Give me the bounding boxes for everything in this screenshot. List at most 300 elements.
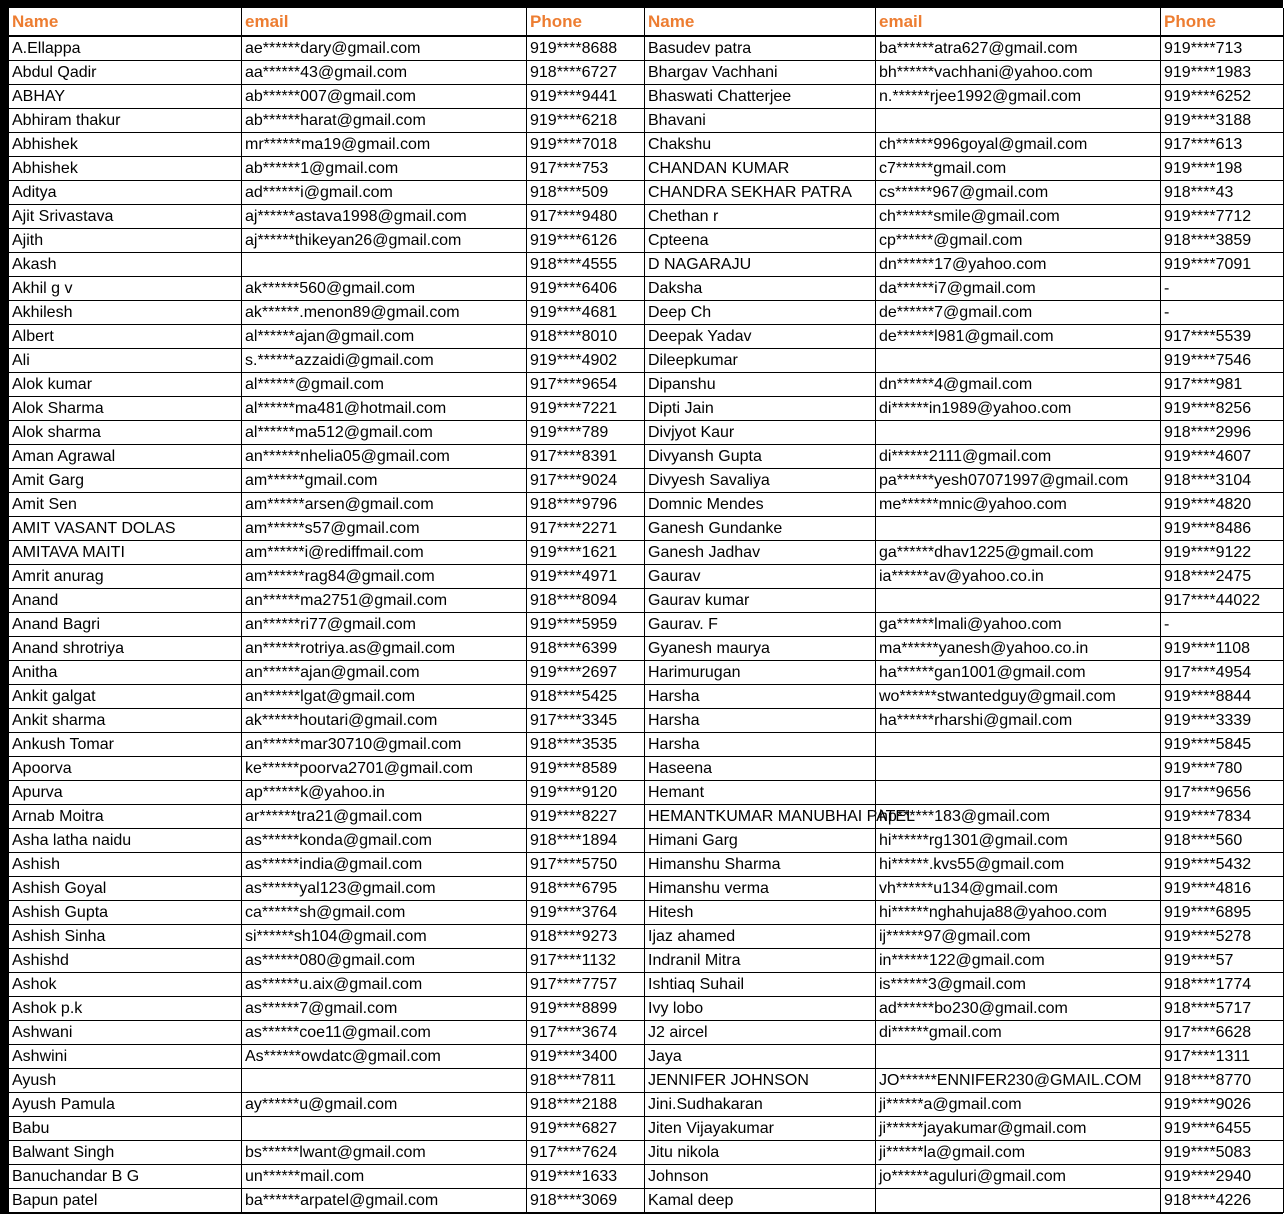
phone-cell[interactable]: 918****3859	[1161, 229, 1284, 253]
name-cell[interactable]: Ijaz ahamed	[645, 925, 876, 949]
phone-cell[interactable]: 919****4971	[527, 565, 645, 589]
name-cell[interactable]: Domnic Mendes	[645, 493, 876, 517]
name-cell[interactable]: Akash	[9, 253, 242, 277]
phone-cell[interactable]: 919****2940	[1161, 1165, 1284, 1189]
name-cell[interactable]: Himani Garg	[645, 829, 876, 853]
email-cell[interactable]: di******gmail.com	[876, 1021, 1161, 1045]
name-cell[interactable]: Ashwani	[9, 1021, 242, 1045]
email-cell[interactable]	[242, 1117, 527, 1141]
phone-cell[interactable]: 919****8486	[1161, 517, 1284, 541]
phone-cell[interactable]: 919****1108	[1161, 637, 1284, 661]
phone-cell[interactable]: 919****5959	[527, 613, 645, 637]
email-cell[interactable]: cp******@gmail.com	[876, 229, 1161, 253]
header-email-1[interactable]: email	[242, 8, 527, 36]
name-cell[interactable]: ABHAY	[9, 85, 242, 109]
name-cell[interactable]: Ashish	[9, 853, 242, 877]
email-cell[interactable]: ad******i@gmail.com	[242, 181, 527, 205]
email-cell[interactable]: ke******poorva2701@gmail.com	[242, 757, 527, 781]
email-cell[interactable]: ga******lmali@yahoo.com	[876, 613, 1161, 637]
phone-cell[interactable]: 919****6218	[527, 109, 645, 133]
name-cell[interactable]: CHANDAN KUMAR	[645, 157, 876, 181]
email-cell[interactable]: am******i@rediffmail.com	[242, 541, 527, 565]
email-cell[interactable]: ha******gan1001@gmail.com	[876, 661, 1161, 685]
phone-cell[interactable]: 919****8688	[527, 36, 645, 61]
phone-cell[interactable]: 917****7624	[527, 1141, 645, 1165]
email-cell[interactable]: an******ri77@gmail.com	[242, 613, 527, 637]
phone-cell[interactable]: 919****4607	[1161, 445, 1284, 469]
phone-cell[interactable]: 919****198	[1161, 157, 1284, 181]
name-cell[interactable]: Ganesh Gundanke	[645, 517, 876, 541]
phone-cell[interactable]: 919****4820	[1161, 493, 1284, 517]
email-cell[interactable]: am******gmail.com	[242, 469, 527, 493]
name-cell[interactable]: Jiten Vijayakumar	[645, 1117, 876, 1141]
email-cell[interactable]: as******u.aix@gmail.com	[242, 973, 527, 997]
name-cell[interactable]: Ashish Sinha	[9, 925, 242, 949]
phone-cell[interactable]: -	[1161, 613, 1284, 637]
name-cell[interactable]: Johnson	[645, 1165, 876, 1189]
phone-cell[interactable]: 918****5425	[527, 685, 645, 709]
phone-cell[interactable]: 919****3764	[527, 901, 645, 925]
phone-cell[interactable]: 919****6827	[527, 1117, 645, 1141]
name-cell[interactable]: Ashok	[9, 973, 242, 997]
phone-cell[interactable]: 919****9441	[527, 85, 645, 109]
email-cell[interactable]: aa******43@gmail.com	[242, 61, 527, 85]
phone-cell[interactable]: 918****2996	[1161, 421, 1284, 445]
phone-cell[interactable]: 917****6628	[1161, 1021, 1284, 1045]
phone-cell[interactable]: 918****8010	[527, 325, 645, 349]
name-cell[interactable]: Gaurav kumar	[645, 589, 876, 613]
phone-cell[interactable]: 919****1633	[527, 1165, 645, 1189]
phone-cell[interactable]: 917****2271	[527, 517, 645, 541]
email-cell[interactable]: c7******gmail.com	[876, 157, 1161, 181]
name-cell[interactable]: Deep Ch	[645, 301, 876, 325]
name-cell[interactable]: Himanshu Sharma	[645, 853, 876, 877]
phone-cell[interactable]: -	[1161, 301, 1284, 325]
name-cell[interactable]: Kamal deep	[645, 1189, 876, 1213]
phone-cell[interactable]: 918****4226	[1161, 1189, 1284, 1213]
phone-cell[interactable]: 919****1621	[527, 541, 645, 565]
phone-cell[interactable]: 917****5539	[1161, 325, 1284, 349]
phone-cell[interactable]: 917****5750	[527, 853, 645, 877]
email-cell[interactable]: as******india@gmail.com	[242, 853, 527, 877]
name-cell[interactable]: AMIT VASANT DOLAS	[9, 517, 242, 541]
phone-cell[interactable]: 919****3339	[1161, 709, 1284, 733]
header-name-2[interactable]: Name	[645, 8, 876, 36]
phone-cell[interactable]: 918****3069	[527, 1189, 645, 1213]
name-cell[interactable]: Jaya	[645, 1045, 876, 1069]
phone-cell[interactable]: 917****44022	[1161, 589, 1284, 613]
name-cell[interactable]: Alok kumar	[9, 373, 242, 397]
name-cell[interactable]: Ankush Tomar	[9, 733, 242, 757]
email-cell[interactable]	[876, 109, 1161, 133]
phone-cell[interactable]: -	[1161, 277, 1284, 301]
name-cell[interactable]: Bapun patel	[9, 1189, 242, 1213]
header-phone-1[interactable]: Phone	[527, 8, 645, 36]
name-cell[interactable]: Divyansh Gupta	[645, 445, 876, 469]
phone-cell[interactable]: 919****7221	[527, 397, 645, 421]
name-cell[interactable]: Ali	[9, 349, 242, 373]
name-cell[interactable]: Gaurav	[645, 565, 876, 589]
name-cell[interactable]: Jitu nikola	[645, 1141, 876, 1165]
email-cell[interactable]	[876, 757, 1161, 781]
email-cell[interactable]: an******nhelia05@gmail.com	[242, 445, 527, 469]
phone-cell[interactable]: 918****1894	[527, 829, 645, 853]
phone-cell[interactable]: 918****8770	[1161, 1069, 1284, 1093]
phone-cell[interactable]: 919****7546	[1161, 349, 1284, 373]
phone-cell[interactable]: 917****3345	[527, 709, 645, 733]
email-cell[interactable]	[876, 349, 1161, 373]
name-cell[interactable]: Ayush	[9, 1069, 242, 1093]
email-cell[interactable]: JO******ENNIFER230@GMAIL.COM	[876, 1069, 1161, 1093]
phone-cell[interactable]: 918****3104	[1161, 469, 1284, 493]
email-cell[interactable]: ak******560@gmail.com	[242, 277, 527, 301]
email-cell[interactable]: ab******harat@gmail.com	[242, 109, 527, 133]
email-cell[interactable]: hi******rg1301@gmail.com	[876, 829, 1161, 853]
name-cell[interactable]: Akhil g v	[9, 277, 242, 301]
email-cell[interactable]: me******mnic@yahoo.com	[876, 493, 1161, 517]
email-cell[interactable]: n.******rjee1992@gmail.com	[876, 85, 1161, 109]
name-cell[interactable]: Abhishek	[9, 133, 242, 157]
name-cell[interactable]: Amrit anurag	[9, 565, 242, 589]
name-cell[interactable]: Indranil Mitra	[645, 949, 876, 973]
email-cell[interactable]	[876, 1045, 1161, 1069]
phone-cell[interactable]: 919****3188	[1161, 109, 1284, 133]
phone-cell[interactable]: 917****4954	[1161, 661, 1284, 685]
name-cell[interactable]: Abhiram thakur	[9, 109, 242, 133]
phone-cell[interactable]: 917****1132	[527, 949, 645, 973]
name-cell[interactable]: Cpteena	[645, 229, 876, 253]
name-cell[interactable]: AMITAVA MAITI	[9, 541, 242, 565]
name-cell[interactable]: Bhaswati Chatterjee	[645, 85, 876, 109]
email-cell[interactable]: ch******smile@gmail.com	[876, 205, 1161, 229]
name-cell[interactable]: Alok sharma	[9, 421, 242, 445]
email-cell[interactable]: ak******.menon89@gmail.com	[242, 301, 527, 325]
name-cell[interactable]: Daksha	[645, 277, 876, 301]
email-cell[interactable]: ha******rharshi@gmail.com	[876, 709, 1161, 733]
phone-cell[interactable]: 917****981	[1161, 373, 1284, 397]
phone-cell[interactable]: 918****2188	[527, 1093, 645, 1117]
phone-cell[interactable]: 919****4816	[1161, 877, 1284, 901]
email-cell[interactable]: ma******yanesh@yahoo.co.in	[876, 637, 1161, 661]
name-cell[interactable]: HEMANTKUMAR MANUBHAI PATEL	[645, 805, 876, 829]
name-cell[interactable]: Haseena	[645, 757, 876, 781]
email-cell[interactable]	[876, 517, 1161, 541]
email-cell[interactable]: ak******houtari@gmail.com	[242, 709, 527, 733]
name-cell[interactable]: CHANDRA SEKHAR PATRA	[645, 181, 876, 205]
phone-cell[interactable]: 919****780	[1161, 757, 1284, 781]
name-cell[interactable]: Harimurugan	[645, 661, 876, 685]
email-cell[interactable]: an******lgat@gmail.com	[242, 685, 527, 709]
name-cell[interactable]: Basudev patra	[645, 36, 876, 61]
phone-cell[interactable]: 917****9656	[1161, 781, 1284, 805]
name-cell[interactable]: Bhavani	[645, 109, 876, 133]
email-cell[interactable]: hi******.kvs55@gmail.com	[876, 853, 1161, 877]
phone-cell[interactable]: 918****9796	[527, 493, 645, 517]
email-cell[interactable]: al******@gmail.com	[242, 373, 527, 397]
phone-cell[interactable]: 917****9024	[527, 469, 645, 493]
email-cell[interactable]: dn******4@gmail.com	[876, 373, 1161, 397]
email-cell[interactable]: ab******007@gmail.com	[242, 85, 527, 109]
name-cell[interactable]: Ajit Srivastava	[9, 205, 242, 229]
name-cell[interactable]: Alok Sharma	[9, 397, 242, 421]
phone-cell[interactable]: 919****1983	[1161, 61, 1284, 85]
email-cell[interactable]: am******arsen@gmail.com	[242, 493, 527, 517]
email-cell[interactable]: ch******996goyal@gmail.com	[876, 133, 1161, 157]
email-cell[interactable]	[876, 1189, 1161, 1213]
email-cell[interactable]: bs******lwant@gmail.com	[242, 1141, 527, 1165]
email-cell[interactable]: pa******yesh07071997@gmail.com	[876, 469, 1161, 493]
email-cell[interactable]: de******7@gmail.com	[876, 301, 1161, 325]
name-cell[interactable]: Bhargav Vachhani	[645, 61, 876, 85]
email-cell[interactable]	[876, 733, 1161, 757]
name-cell[interactable]: Akhilesh	[9, 301, 242, 325]
phone-cell[interactable]: 917****3674	[527, 1021, 645, 1045]
email-cell[interactable]: un******mail.com	[242, 1165, 527, 1189]
phone-cell[interactable]: 919****4902	[527, 349, 645, 373]
email-cell[interactable]: ga******dhav1225@gmail.com	[876, 541, 1161, 565]
email-cell[interactable]: ar******tra21@gmail.com	[242, 805, 527, 829]
name-cell[interactable]: Divyesh Savaliya	[645, 469, 876, 493]
name-cell[interactable]: Apoorva	[9, 757, 242, 781]
phone-cell[interactable]: 917****8391	[527, 445, 645, 469]
header-phone-2[interactable]: Phone	[1161, 8, 1284, 36]
name-cell[interactable]: Ganesh Jadhav	[645, 541, 876, 565]
phone-cell[interactable]: 917****7757	[527, 973, 645, 997]
phone-cell[interactable]: 918****6727	[527, 61, 645, 85]
name-cell[interactable]: JENNIFER JOHNSON	[645, 1069, 876, 1093]
name-cell[interactable]: Ankit galgat	[9, 685, 242, 709]
email-cell[interactable]: as******080@gmail.com	[242, 949, 527, 973]
name-cell[interactable]: Ishtiaq Suhail	[645, 973, 876, 997]
email-cell[interactable]: dn******17@yahoo.com	[876, 253, 1161, 277]
phone-cell[interactable]: 919****713	[1161, 36, 1284, 61]
phone-cell[interactable]: 918****2475	[1161, 565, 1284, 589]
email-cell[interactable]: aj******thikeyan26@gmail.com	[242, 229, 527, 253]
email-cell[interactable]: jo******aguluri@gmail.com	[876, 1165, 1161, 1189]
name-cell[interactable]: Dipti Jain	[645, 397, 876, 421]
name-cell[interactable]: Himanshu verma	[645, 877, 876, 901]
name-cell[interactable]: Divjyot Kaur	[645, 421, 876, 445]
header-email-2[interactable]: email	[876, 8, 1161, 36]
email-cell[interactable]: si******sh104@gmail.com	[242, 925, 527, 949]
name-cell[interactable]: Ashwini	[9, 1045, 242, 1069]
name-cell[interactable]: Harsha	[645, 685, 876, 709]
email-cell[interactable]: bh******vachhani@yahoo.com	[876, 61, 1161, 85]
name-cell[interactable]: Ashishd	[9, 949, 242, 973]
name-cell[interactable]: Apurva	[9, 781, 242, 805]
name-cell[interactable]: Ankit sharma	[9, 709, 242, 733]
name-cell[interactable]: Balwant Singh	[9, 1141, 242, 1165]
email-cell[interactable]: mr******ma19@gmail.com	[242, 133, 527, 157]
email-cell[interactable]: As******owdatc@gmail.com	[242, 1045, 527, 1069]
phone-cell[interactable]: 917****9654	[527, 373, 645, 397]
phone-cell[interactable]: 919****5432	[1161, 853, 1284, 877]
email-cell[interactable]: an******ma2751@gmail.com	[242, 589, 527, 613]
phone-cell[interactable]: 919****6252	[1161, 85, 1284, 109]
name-cell[interactable]: Banuchandar B G	[9, 1165, 242, 1189]
phone-cell[interactable]: 918****4555	[527, 253, 645, 277]
name-cell[interactable]: Hemant	[645, 781, 876, 805]
email-cell[interactable]: an******rotriya.as@gmail.com	[242, 637, 527, 661]
name-cell[interactable]: Amit Garg	[9, 469, 242, 493]
phone-cell[interactable]: 918****6399	[527, 637, 645, 661]
name-cell[interactable]: Harsha	[645, 709, 876, 733]
email-cell[interactable]: ad******bo230@gmail.com	[876, 997, 1161, 1021]
name-cell[interactable]: Anand Bagri	[9, 613, 242, 637]
name-cell[interactable]: Dipanshu	[645, 373, 876, 397]
phone-cell[interactable]: 918****43	[1161, 181, 1284, 205]
email-cell[interactable]: ab******1@gmail.com	[242, 157, 527, 181]
email-cell[interactable]: ca******sh@gmail.com	[242, 901, 527, 925]
email-cell[interactable]: ap******k@yahoo.in	[242, 781, 527, 805]
name-cell[interactable]: Ashish Goyal	[9, 877, 242, 901]
email-cell[interactable]: ba******atra627@gmail.com	[876, 36, 1161, 61]
email-cell[interactable]	[876, 421, 1161, 445]
name-cell[interactable]: Abdul Qadir	[9, 61, 242, 85]
name-cell[interactable]: Deepak Yadav	[645, 325, 876, 349]
phone-cell[interactable]: 919****3400	[527, 1045, 645, 1069]
email-cell[interactable]: al******ma481@hotmail.com	[242, 397, 527, 421]
phone-cell[interactable]: 919****7712	[1161, 205, 1284, 229]
email-cell[interactable]: hp******183@gmail.com	[876, 805, 1161, 829]
phone-cell[interactable]: 918****1774	[1161, 973, 1284, 997]
email-cell[interactable]: aj******astava1998@gmail.com	[242, 205, 527, 229]
phone-cell[interactable]: 917****613	[1161, 133, 1284, 157]
email-cell[interactable]: s.******azzaidi@gmail.com	[242, 349, 527, 373]
phone-cell[interactable]: 919****4681	[527, 301, 645, 325]
phone-cell[interactable]: 919****6126	[527, 229, 645, 253]
name-cell[interactable]: Albert	[9, 325, 242, 349]
email-cell[interactable]: in******122@gmail.com	[876, 949, 1161, 973]
email-cell[interactable]: de******l981@gmail.com	[876, 325, 1161, 349]
phone-cell[interactable]: 918****509	[527, 181, 645, 205]
phone-cell[interactable]: 918****9273	[527, 925, 645, 949]
email-cell[interactable]: cs******967@gmail.com	[876, 181, 1161, 205]
name-cell[interactable]: A.Ellappa	[9, 36, 242, 61]
phone-cell[interactable]: 917****9480	[527, 205, 645, 229]
phone-cell[interactable]: 918****3535	[527, 733, 645, 757]
email-cell[interactable]	[242, 253, 527, 277]
email-cell[interactable]: an******mar30710@gmail.com	[242, 733, 527, 757]
name-cell[interactable]: D NAGARAJU	[645, 253, 876, 277]
email-cell[interactable]: as******7@gmail.com	[242, 997, 527, 1021]
email-cell[interactable]: ji******a@gmail.com	[876, 1093, 1161, 1117]
phone-cell[interactable]: 919****6895	[1161, 901, 1284, 925]
email-cell[interactable]: ay******u@gmail.com	[242, 1093, 527, 1117]
email-cell[interactable]: ia******av@yahoo.co.in	[876, 565, 1161, 589]
name-cell[interactable]: Anitha	[9, 661, 242, 685]
phone-cell[interactable]: 918****8094	[527, 589, 645, 613]
phone-cell[interactable]: 919****5083	[1161, 1141, 1284, 1165]
phone-cell[interactable]: 919****8589	[527, 757, 645, 781]
phone-cell[interactable]: 919****7018	[527, 133, 645, 157]
email-cell[interactable]: as******yal123@gmail.com	[242, 877, 527, 901]
phone-cell[interactable]: 919****6406	[527, 277, 645, 301]
phone-cell[interactable]: 919****9120	[527, 781, 645, 805]
phone-cell[interactable]: 917****1311	[1161, 1045, 1284, 1069]
email-cell[interactable]: vh******u134@gmail.com	[876, 877, 1161, 901]
phone-cell[interactable]: 919****789	[527, 421, 645, 445]
email-cell[interactable]: al******ma512@gmail.com	[242, 421, 527, 445]
email-cell[interactable]: ij******97@gmail.com	[876, 925, 1161, 949]
phone-cell[interactable]: 919****57	[1161, 949, 1284, 973]
name-cell[interactable]: J2 aircel	[645, 1021, 876, 1045]
name-cell[interactable]: Chakshu	[645, 133, 876, 157]
name-cell[interactable]: Hitesh	[645, 901, 876, 925]
name-cell[interactable]: Anand	[9, 589, 242, 613]
name-cell[interactable]: Dileepkumar	[645, 349, 876, 373]
email-cell[interactable]: is******3@gmail.com	[876, 973, 1161, 997]
email-cell[interactable]: di******in1989@yahoo.com	[876, 397, 1161, 421]
email-cell[interactable]: as******konda@gmail.com	[242, 829, 527, 853]
phone-cell[interactable]: 919****5845	[1161, 733, 1284, 757]
phone-cell[interactable]: 919****9122	[1161, 541, 1284, 565]
name-cell[interactable]: Ivy lobo	[645, 997, 876, 1021]
phone-cell[interactable]: 919****2697	[527, 661, 645, 685]
email-cell[interactable]: di******2111@gmail.com	[876, 445, 1161, 469]
phone-cell[interactable]: 919****8844	[1161, 685, 1284, 709]
name-cell[interactable]: Amit Sen	[9, 493, 242, 517]
phone-cell[interactable]: 919****7834	[1161, 805, 1284, 829]
email-cell[interactable]	[242, 1069, 527, 1093]
phone-cell[interactable]: 919****8227	[527, 805, 645, 829]
email-cell[interactable]: ae******dary@gmail.com	[242, 36, 527, 61]
email-cell[interactable]: hi******nghahuja88@yahoo.com	[876, 901, 1161, 925]
phone-cell[interactable]: 919****8899	[527, 997, 645, 1021]
phone-cell[interactable]: 918****560	[1161, 829, 1284, 853]
name-cell[interactable]: Gyanesh maurya	[645, 637, 876, 661]
email-cell[interactable]: ji******jayakumar@gmail.com	[876, 1117, 1161, 1141]
name-cell[interactable]: Aditya	[9, 181, 242, 205]
name-cell[interactable]: Anand shrotriya	[9, 637, 242, 661]
phone-cell[interactable]: 919****9026	[1161, 1093, 1284, 1117]
name-cell[interactable]: Ayush Pamula	[9, 1093, 242, 1117]
phone-cell[interactable]: 919****7091	[1161, 253, 1284, 277]
phone-cell[interactable]: 918****6795	[527, 877, 645, 901]
phone-cell[interactable]: 918****5717	[1161, 997, 1284, 1021]
name-cell[interactable]: Gaurav. F	[645, 613, 876, 637]
name-cell[interactable]: Aman Agrawal	[9, 445, 242, 469]
name-cell[interactable]: Chethan r	[645, 205, 876, 229]
phone-cell[interactable]: 919****5278	[1161, 925, 1284, 949]
name-cell[interactable]: Ashish Gupta	[9, 901, 242, 925]
phone-cell[interactable]: 919****8256	[1161, 397, 1284, 421]
name-cell[interactable]: Ajith	[9, 229, 242, 253]
email-cell[interactable]: am******rag84@gmail.com	[242, 565, 527, 589]
email-cell[interactable]	[876, 781, 1161, 805]
email-cell[interactable]: am******s57@gmail.com	[242, 517, 527, 541]
name-cell[interactable]: Asha latha naidu	[9, 829, 242, 853]
email-cell[interactable]: wo******stwantedguy@gmail.com	[876, 685, 1161, 709]
email-cell[interactable]: da******i7@gmail.com	[876, 277, 1161, 301]
email-cell[interactable]: an******ajan@gmail.com	[242, 661, 527, 685]
name-cell[interactable]: Jini.Sudhakaran	[645, 1093, 876, 1117]
phone-cell[interactable]: 918****7811	[527, 1069, 645, 1093]
header-name-1[interactable]: Name	[9, 8, 242, 36]
name-cell[interactable]: Abhishek	[9, 157, 242, 181]
email-cell[interactable]	[876, 589, 1161, 613]
phone-cell[interactable]: 919****6455	[1161, 1117, 1284, 1141]
email-cell[interactable]: ji******la@gmail.com	[876, 1141, 1161, 1165]
name-cell[interactable]: Arnab Moitra	[9, 805, 242, 829]
email-cell[interactable]: ba******arpatel@gmail.com	[242, 1189, 527, 1213]
name-cell[interactable]: Babu	[9, 1117, 242, 1141]
email-cell[interactable]: as******coe11@gmail.com	[242, 1021, 527, 1045]
name-cell[interactable]: Ashok p.k	[9, 997, 242, 1021]
phone-cell[interactable]: 917****753	[527, 157, 645, 181]
email-cell[interactable]: al******ajan@gmail.com	[242, 325, 527, 349]
name-cell[interactable]: Harsha	[645, 733, 876, 757]
